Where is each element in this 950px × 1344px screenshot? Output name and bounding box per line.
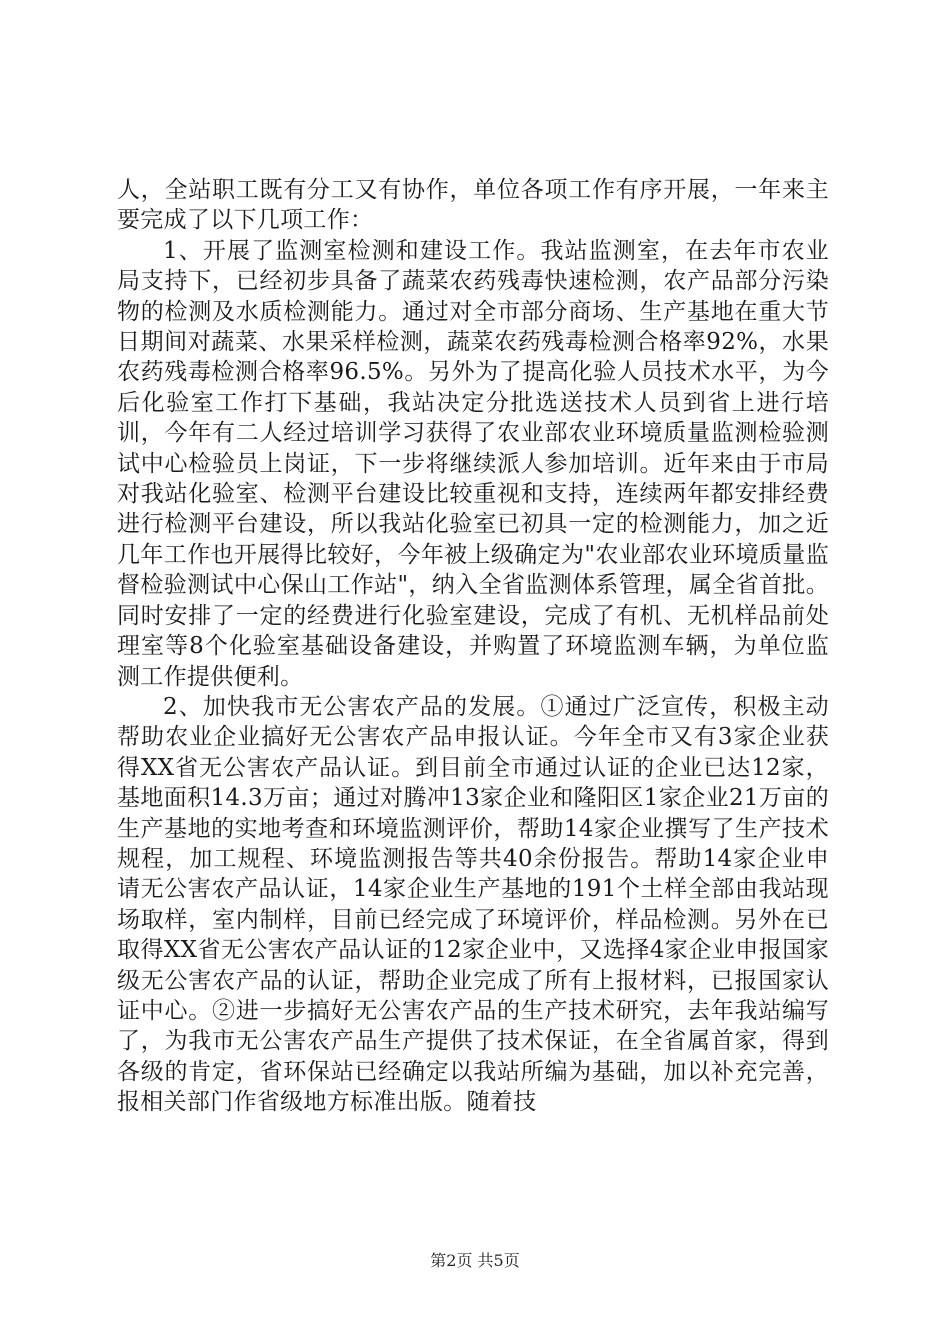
- body-text: [117, 175, 829, 1118]
- paragraph-lab-monitoring: 1、开展了监测室检测和建设工作。我站监测室，在去年市农业局支持下，已经初步具备了蔬菜农药残毒快速检测，农产品部分污染物的检测及水质检测能力。通过对全市部分商场、生产基地在重大节日期间对蔬菜、水果采样检测，蔬菜农药残毒检测合格率92%，水果农药残毒检测合格率96.5%。另外为了提高化验人员技术水平，为今后化验室工作打下基础，我站决定分批选送技术人员到省上进行培训，今年有二人经过培训学习获得了农业部农业环境质量监测检验测试中心检验员上岗证，下一步将继续派人参加培训。近年来由于市局对我站化验室、检测平台建设比较重视和支持，连续两年都安排经费进行检测平台建设，所以我站化验室已初具一定的检测能力，加之近几年工作也开展得比较好，今年被上级确定为"农业部农业环境质量监督检验测试中心保山工作站"，纳入全省监测体系管理，属全省首批。同时安排了一定的经费进行化验室建设，完成了有机、无机样品前处理室等8个化验室基础设备建设，并购置了环境监测车辆，为单位监测工作提供便利。: [117, 237, 829, 690]
- paragraph-continuation: 人，全站职工既有分工又有协作，单位各项工作有序开展，一年来主要完成了以下几项工作：: [117, 177, 829, 234]
- page-footer: 第2页 共5页: [430, 1251, 520, 1270]
- paragraph-pollution-free-products: 2、加快我市无公害农产品的发展。①通过广泛宣传，积极主动帮助农业企业搞好无公害农产品申报认证。今年全市又有3家企业获得XX省无公害农产品认证。到目前全市通过认证的企业已达12家，基地面积14.3万亩；通过对腾冲13家企业和隆阳区1家企业21万亩的生产基地的实地考查和环境监测评价，帮助14家企业撰写了生产技术规程，加工规程、环境监测报告等共40余份报告。帮助14家企业申请无公害农产品认证，14家企业生产基地的191个土样全部由我站现场取样，室内制样，目前已经完成了环境评价，样品检测。另外在已取得XX省无公害农产品认证的12家企业中，又选择4家企业申报国家级无公害农产品的认证，帮助企业完成了所有上报材料，已报国家认证中心。②进一步搞好无公害农产品的生产技术研究，去年我站编写了，为我市无公害农产品生产提供了技术保证，在全省属首家，得到各级的肯定，省环保站已经确定以我站所编为基础，加以补充完善，报相关部门作省级地方标准出版。随着技: [117, 693, 829, 1116]
